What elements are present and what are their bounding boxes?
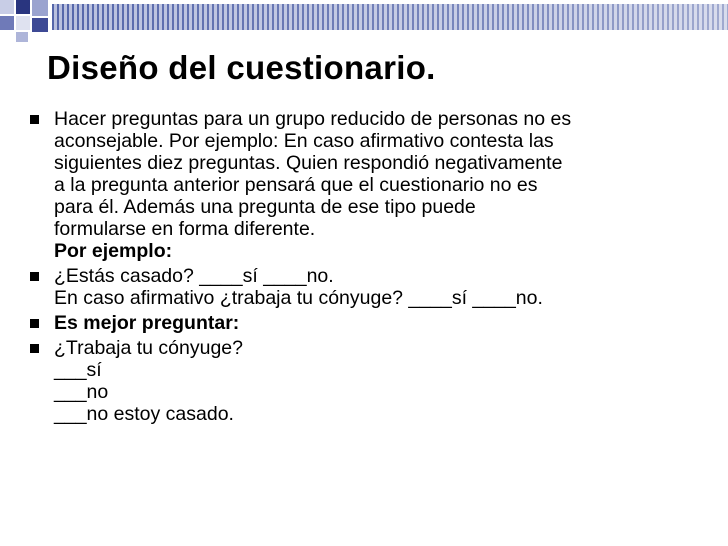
- text-line: ¿Trabaja tu cónyuge?: [54, 337, 243, 359]
- text-line: aconsejable. Por ejemplo: En caso afirmativo contesta las: [54, 130, 554, 152]
- text-line: En caso afirmativo ¿trabaja tu cónyuge? ____sí ____no.: [54, 287, 543, 309]
- emphasis-text: Por ejemplo:: [54, 240, 173, 262]
- text-line: siguientes diez preguntas. Quien respondió negativamente: [54, 152, 563, 174]
- text-line: ___sí: [54, 359, 102, 381]
- bullet-list: [30, 108, 715, 425]
- decor-square: [32, 18, 48, 32]
- square-bullet-icon: [30, 319, 39, 328]
- text-line: ___no: [54, 381, 109, 403]
- text-line: Es mejor preguntar:: [54, 312, 240, 334]
- text-line: ¿Estás casado? ____sí ____no.: [54, 265, 334, 287]
- decor-square: [16, 0, 30, 14]
- header-decoration: [0, 0, 728, 44]
- text-line: a la pregunta anterior pensará que el cuestionario no es: [54, 174, 538, 196]
- decor-square: [32, 0, 48, 16]
- text-line: para él. Además una pregunta de ese tipo puede: [54, 196, 476, 218]
- list-item: [30, 312, 715, 334]
- square-bullet-icon: [30, 344, 39, 353]
- list-item: [30, 337, 715, 425]
- striped-banner: [52, 4, 728, 30]
- slide-title: Diseño del cuestionario.: [47, 49, 436, 86]
- list-item: [30, 108, 715, 262]
- square-bullet-icon: [30, 272, 39, 281]
- decor-square: [0, 0, 14, 14]
- text-line: formularse en forma diferente.: [54, 218, 316, 240]
- decor-square: [16, 16, 30, 30]
- list-item: [30, 265, 715, 309]
- decor-square: [16, 32, 28, 42]
- text-line: Hacer preguntas para un grupo reducido de personas no es: [54, 108, 572, 130]
- text-line: ___no estoy casado.: [54, 403, 234, 425]
- square-bullet-icon: [30, 115, 39, 124]
- decor-square: [0, 16, 14, 30]
